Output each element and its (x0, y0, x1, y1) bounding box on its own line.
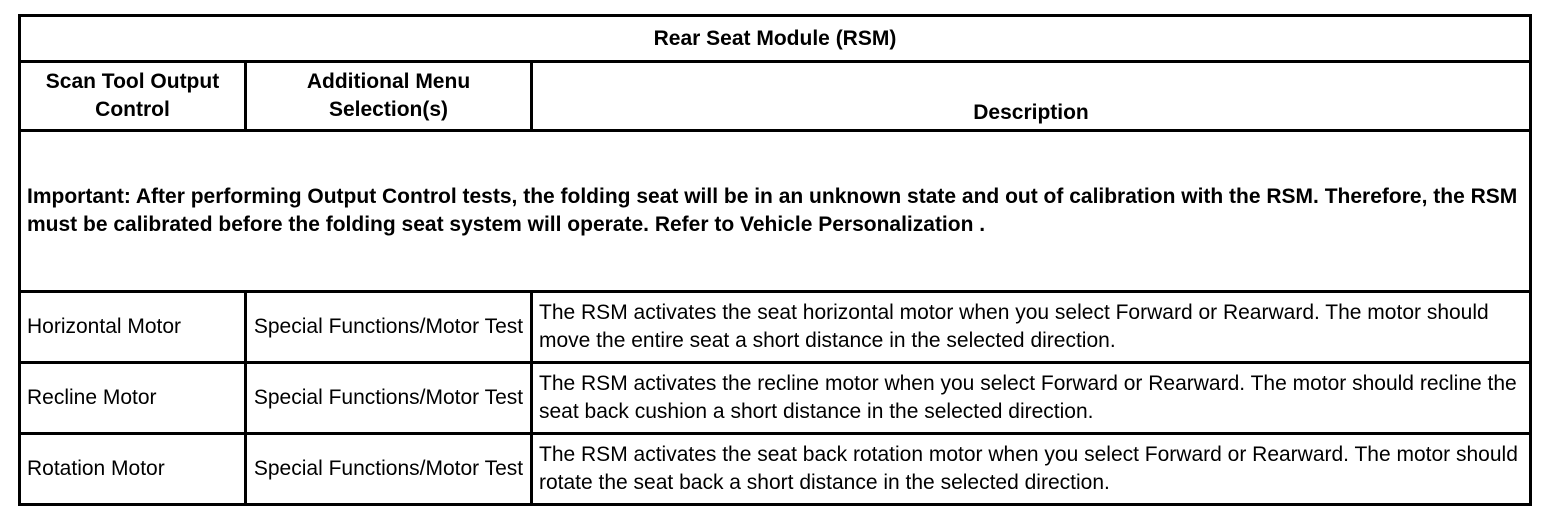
important-note: Important: After performing Output Control tests, the folding seat will be in an unknown state and out of calibration with the RSM. Therefore, the RSM must be calibrated before the folding seat system will operate. Refer to Vehicle Personalization . (20, 131, 1531, 292)
row-menu-selection: Special Functions/Motor Test (246, 363, 532, 434)
row-control-name: Horizontal Motor (20, 292, 246, 363)
row-menu-selection: Special Functions/Motor Test (246, 292, 532, 363)
row-description: The RSM activates the recline motor when you select Forward or Rearward. The motor should recline the seat back cushion a short distance in the selected direction. (532, 363, 1531, 434)
table-title-row (20, 16, 1531, 62)
table-row (20, 363, 1531, 434)
row-control-name: Recline Motor (20, 363, 246, 434)
important-note-row (20, 131, 1531, 292)
table-header-row (20, 62, 1531, 131)
rsm-output-control-table (18, 14, 1532, 506)
row-menu-selection: Special Functions/Motor Test (246, 434, 532, 505)
row-description: The RSM activates the seat back rotation motor when you select Forward or Rearward. The motor should rotate the seat back a short distance in the selected direction. (532, 434, 1531, 505)
table-row (20, 434, 1531, 505)
header-additional-menu-selections: Additional Menu Selection(s) (246, 62, 532, 131)
row-description: The RSM activates the seat horizontal motor when you select Forward or Rearward. The motor should move the entire seat a short distance in the selected direction. (532, 292, 1531, 363)
table-title: Rear Seat Module (RSM) (20, 16, 1531, 62)
header-scan-tool-output-control: Scan Tool Output Control (20, 62, 246, 131)
table-row (20, 292, 1531, 363)
header-description: Description (532, 62, 1531, 131)
row-control-name: Rotation Motor (20, 434, 246, 505)
